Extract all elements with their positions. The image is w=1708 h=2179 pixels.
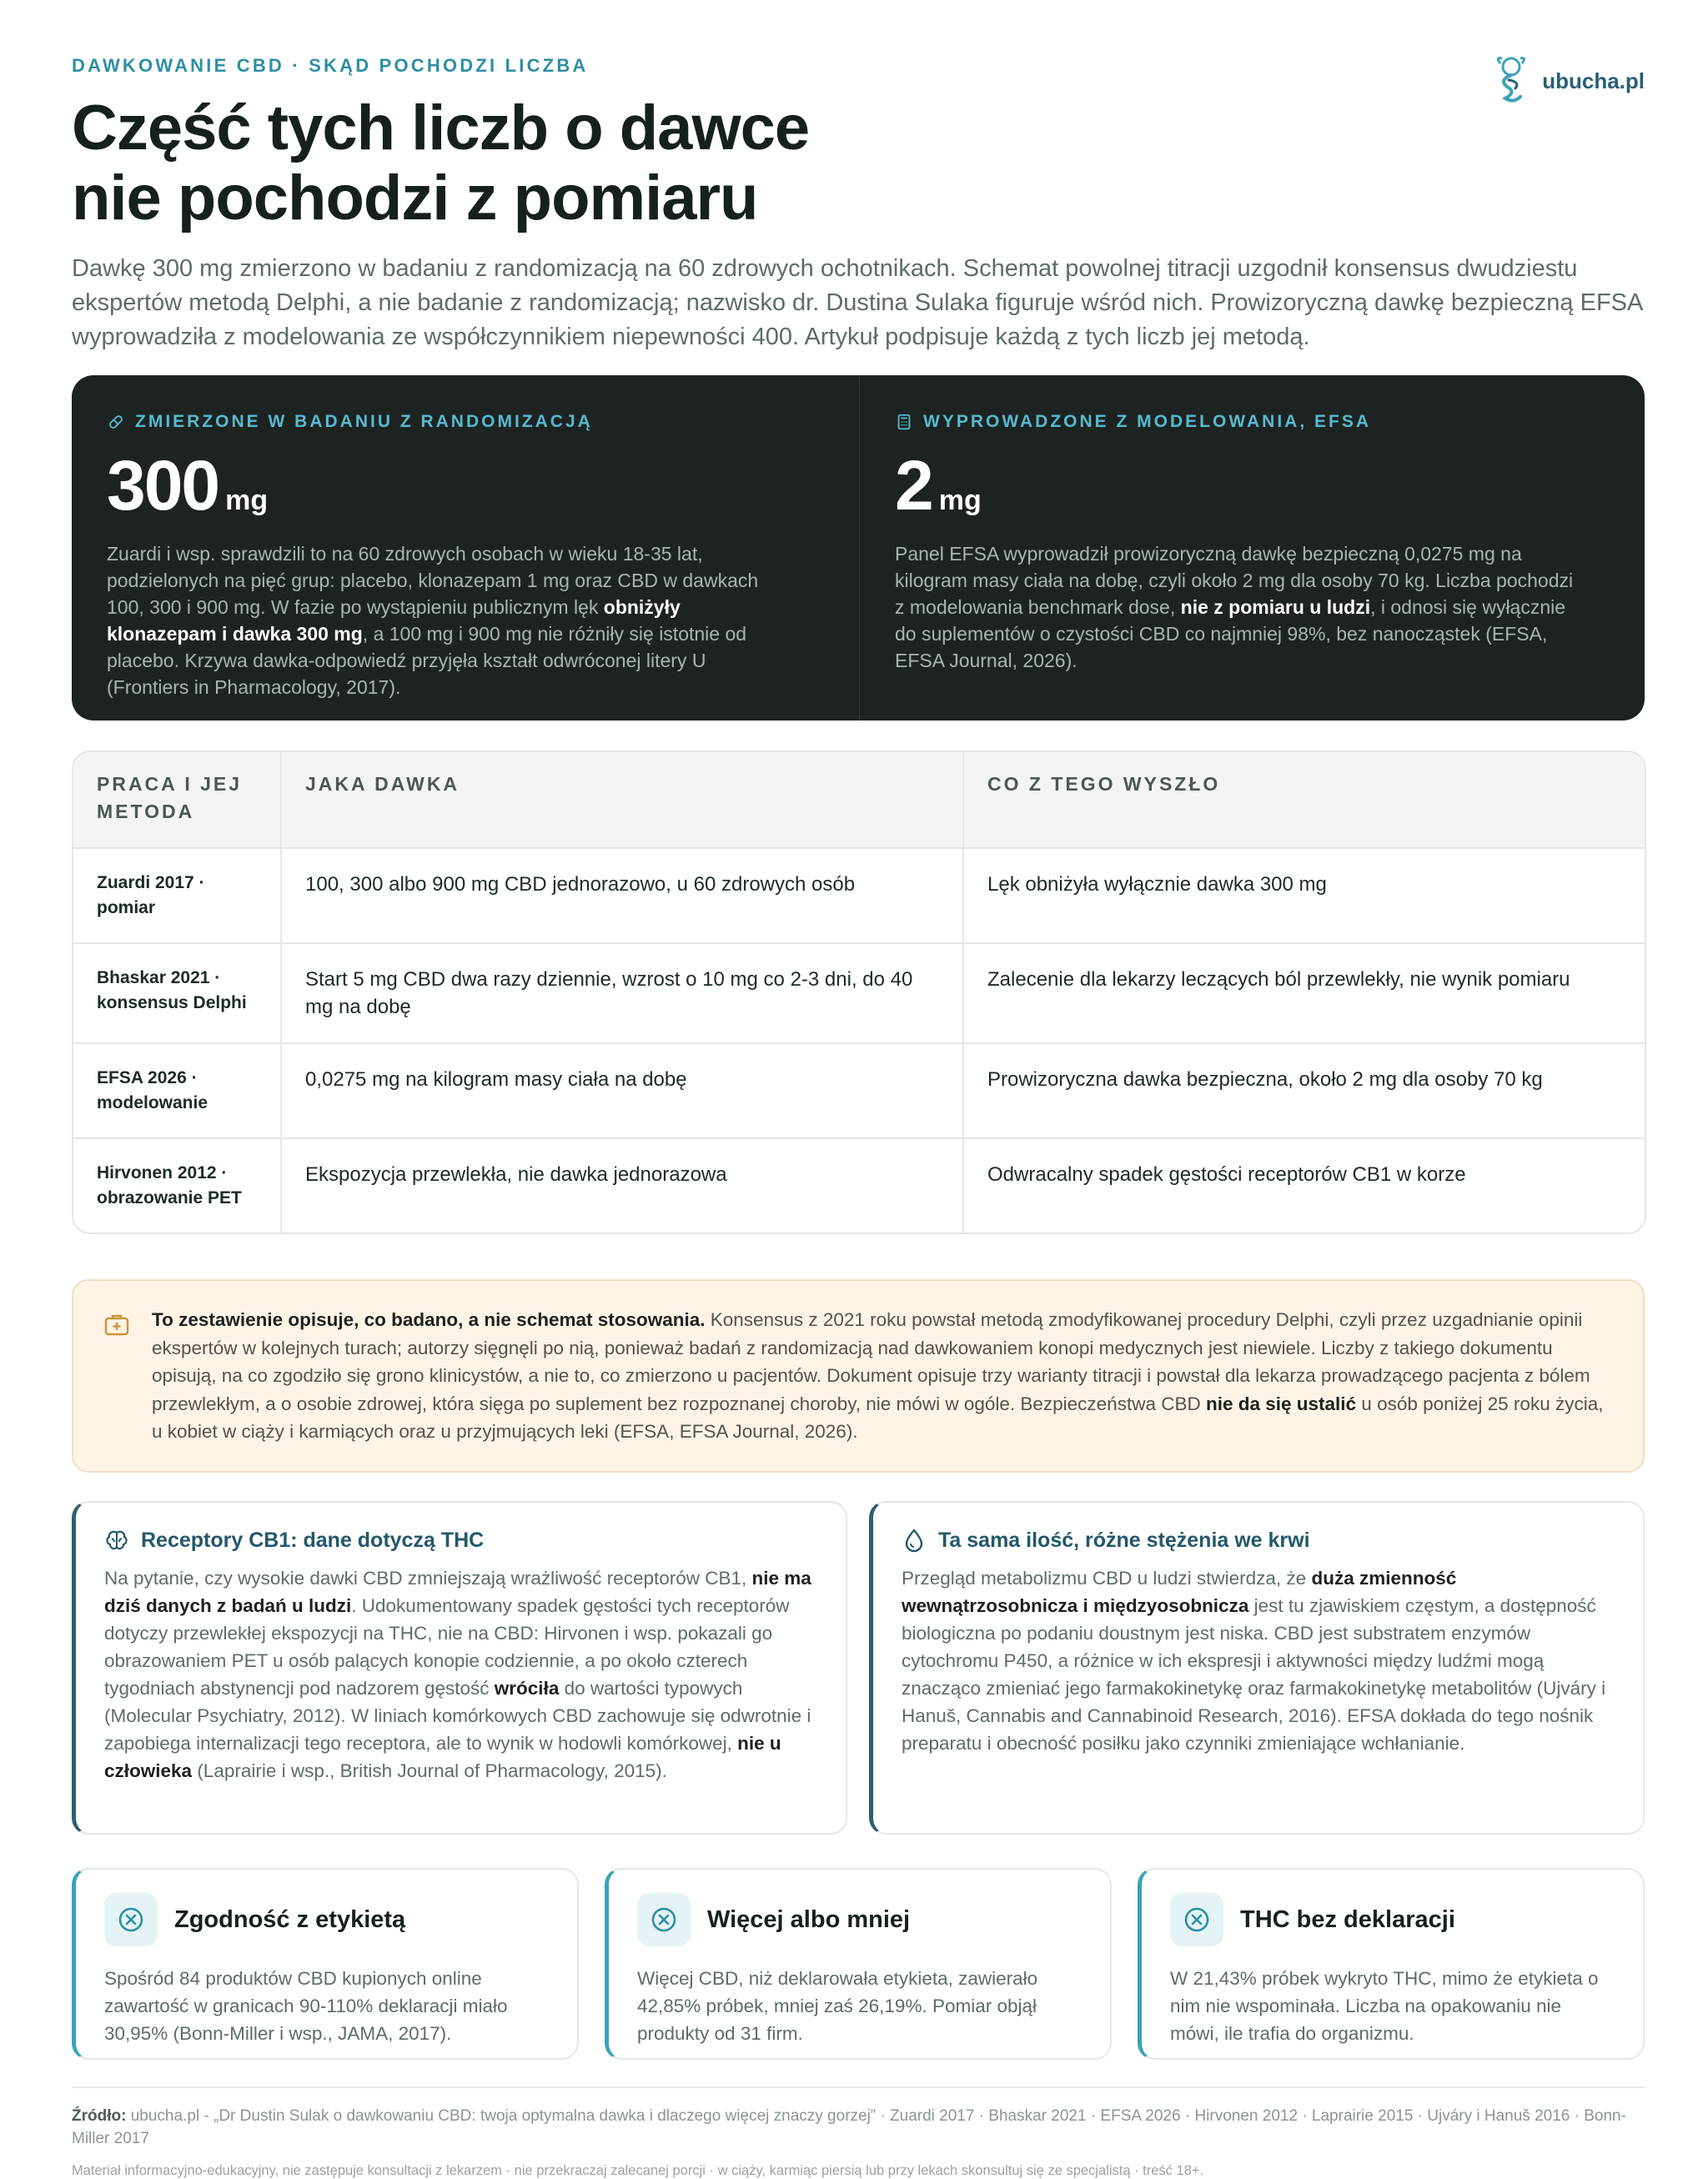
table-cell: Prowizoryczna dawka bezpieczna, około 2 mg dla osoby 70 kg <box>987 1068 1543 1091</box>
table-row <box>73 1137 1645 1233</box>
stat-card <box>72 1868 579 2060</box>
info-card-blood-levels <box>869 1501 1645 1835</box>
table-cell: 0,0275 mg na kilogram masy ciała na dobę <box>282 1044 964 1137</box>
drop-icon <box>902 1528 927 1553</box>
lead-paragraph: Dawkę 300 mg zmierzono w badaniu z randomizacją na 60 zdrowych ochotnikach. Schemat powolnej titracji uzgodnił konsensus dwudziestu ekspertów metodą Delphi, a nie badanie z randomizacją; nazwisko dr. Dustina Sulaka figuruje wśród nich. Prowizoryczną dawkę bezpieczną EFSA wyprowadziła z modelowania ze współczynnikiem niepewności 400. Artykuł podpisuje każdą z tych liczb jej metodą. <box>72 255 1642 350</box>
table-cell: Hirvonen 2012 · obrazowanie PET <box>73 1139 282 1233</box>
first-aid-kit-icon <box>103 1311 130 1338</box>
page <box>72 55 1645 2178</box>
stat-text: W 21,43% próbek wykryto THC, mimo że etykieta o nim nie wspominała. Liczba na opakowaniu nie mówi, ile trafia do organizmu. <box>1170 1968 1599 2044</box>
table-cell: Odwracalny spadek gęstości receptorów CB1 w korze <box>987 1163 1466 1186</box>
calculator-icon <box>895 413 913 431</box>
highlight-value <box>107 445 824 525</box>
footer-disclaimer: Materiał informacyjno-edukacyjny, nie zastępuje konsultacji z lekarzem · nie przekraczaj zalecanej porcji · w ciąży, karmiąc piersią lub przy lekach skonsultuj się ze specjalistą · treść 18+. <box>72 2163 1204 2178</box>
highlight-value <box>895 445 1610 525</box>
brand-name: ubucha.pl <box>1542 68 1645 93</box>
table-header-row <box>73 752 1645 847</box>
note-box <box>72 1279 1645 1473</box>
stat-title: Więcej albo mniej <box>707 1905 911 1933</box>
highlight-label: WYPROWADZONE Z MODELOWANIA, EFSA <box>895 412 1610 432</box>
x-circle-icon <box>117 1905 145 1934</box>
card-title: Receptory CB1: dane dotyczą THC <box>104 1528 817 1553</box>
stat-card <box>605 1868 1112 2060</box>
stat-title: THC bez deklaracji <box>1240 1905 1455 1933</box>
footer <box>72 2086 1645 2179</box>
table-cell: EFSA 2026 · modelowanie <box>73 1044 282 1137</box>
stat-card <box>1138 1868 1645 2060</box>
highlight-unit: mg <box>225 485 269 516</box>
method-table <box>72 751 1646 1234</box>
highlight-modelled <box>860 375 1645 720</box>
pill-icon <box>107 413 125 431</box>
table-cell: Start 5 mg CBD dwa razy dziennie, wzrost o 10 mg co 2-3 dni, do 40 mg na dobę <box>282 944 964 1042</box>
stat-title: Zgodność z etykietą <box>174 1905 406 1933</box>
table-cell: Ekspozycja przewlekła, nie dawka jednorazowa <box>282 1139 964 1233</box>
highlight-text: Zuardi i wsp. sprawdzili to na 60 zdrowych osobach w wieku 18-35 lat, podzielonych na pięć grup: placebo, klonazepam 1 mg oraz CBD w dawkach 100, 300 i 900 mg. W fazie po wystąpieniu publicznym lęk obniżyły klonazepam i dawka 300 mg, a 100 mg i 900 mg nie różniły się istotnie od placebo. Krzywa dawka-odpowiedź przyjęła kształt odwróconej litery U (Frontiers in Pharmacology, 2017). <box>107 543 759 698</box>
footer-source: Źródło: ubucha.pl - „Dr Dustin Sulak o dawkowaniu CBD: twoja optymalna dawka i dlaczego więcej znaczy gorzej” · Zuardi 2017 · Bhaskar 2021 · EFSA 2026 · Hirvonen 2012 · Laprairie 2015 · Ujváry i Hanuš 2016 · Bonn-Miller 2017 <box>72 2107 1626 2147</box>
eyebrow: DAWKOWANIE CBD · SKĄD POCHODZI LICZBA <box>72 55 589 76</box>
card-text: Na pytanie, czy wysokie dawki CBD zmniejszają wrażliwość receptorów CB1, nie ma dziś danych z badań u ludzi. Udokumentowany spadek gęstości tych receptorów dotyczy przewlekłej ekspozycji na THC, nie na CBD: Hirvonen i wsp. pokazali go obrazowaniem PET u osób palących konopie codziennie, a po około czterech tygodniach abstynencji pod nadzorem gęstość wróciła do wartości typowych (Molecular Psychiatry, 2012). W liniach komórkowych CBD zachowuje się odwrotnie i zapobiega internalizacji tego receptora, ale to wynik w hodowli komórkowej, nie u człowieka (Laprairie i wsp., British Journal of Pharmacology, 2015). <box>104 1568 811 1781</box>
table-cell: Zalecenie dla lekarzy leczących ból przewlekły, nie wynik pomiaru <box>987 968 1570 991</box>
column-header: PRACA I JEJ METODA <box>73 752 282 847</box>
title-line-1: Część tych liczb o dawce <box>72 93 810 163</box>
column-header: JAKA DAWKA <box>282 752 964 847</box>
card-text: Przegląd metabolizmu CBD u ludzi stwierdza, że duża zmienność wewnątrzosobnicza i międzyosobnicza jest tu zjawiskiem częstym, a dostępność biologiczna po podaniu doustnym jest niska. CBD jest substratem enzymów cytochromu P450, a różnice w ich ekspresji i aktywności między ludźmi mogą znacząco zmieniać jego farmakokinetykę oraz farmakokinetykę metabolitów (Ujváry i Hanuš, Cannabis and Cannabinoid Research, 2016). EFSA dokłada do tego nośnik preparatu i obecność posiłku jako czynniki zmieniające wchłanianie. <box>902 1568 1606 1754</box>
page-title <box>72 93 1645 233</box>
info-card-receptors <box>72 1501 847 1835</box>
highlight-unit: mg <box>938 485 982 516</box>
table-cell: Zuardi 2017 · pomiar <box>73 849 282 942</box>
highlight-measured <box>72 375 860 720</box>
table-cell: Bhaskar 2021 · konsensus Delphi <box>73 944 282 1042</box>
highlight-number: 300 <box>107 446 219 525</box>
highlight-label: ZMIERZONE W BADANIU Z RANDOMIZACJĄ <box>107 412 824 432</box>
x-circle-icon <box>650 1905 678 1934</box>
table-row <box>73 942 1645 1042</box>
table-row <box>73 847 1645 942</box>
highlight-number: 2 <box>895 446 932 525</box>
brain-icon <box>104 1528 129 1553</box>
x-circle-icon <box>1183 1905 1211 1934</box>
table-cell: 100, 300 albo 900 mg CBD jednorazowo, u 60 zdrowych osób <box>282 849 964 942</box>
brand[interactable] <box>1492 55 1645 107</box>
highlight-panel <box>72 375 1645 720</box>
table-row <box>73 1042 1645 1137</box>
note-text: To zestawienie opisuje, co badano, a nie schemat stosowania. Konsensus z 2021 roku powstał metodą zmodyfikowanej procedury Delphi, czyli przez uzgadnianie opinii ekspertów w kolejnych turach; autorzy sięgnęli po nią, ponieważ badań z randomizacją nad dawkowaniem konopi medycznych jest niewiele. Liczby z takiego dokumentu opisują, na co zgodziło się grono klinicystów, a nie to, co zmierzono u pacjentów. Dokument opisuje trzy warianty titracji i powstał dla lekarza prowadzącego pacjenta z bólem przewlekłym, a o osobie zdrowej, która sięga po suplement bez rozpoznanej choroby, nie mówi w ogóle. Bezpieczeństwa CBD nie da się ustalić u osób poniżej 25 roku życia, u kobiet w ciąży i karmiących oraz u przyjmujących leki (EFSA, EFSA Journal, 2026). <box>152 1309 1604 1442</box>
brand-logo-icon <box>1492 55 1530 107</box>
column-header: CO Z TEGO WYSZŁO <box>987 773 1221 795</box>
table-cell: Lęk obniżyła wyłącznie dawka 300 mg <box>987 873 1327 896</box>
highlight-text: Panel EFSA wyprowadził prowizoryczną dawkę bezpieczną 0,0275 mg na kilogram masy ciała na dobę, czyli około 2 mg dla osoby 70 kg. Liczba pochodzi z modelowania benchmark dose, nie z pomiaru u ludzi, i odnosi się wyłącznie do suplementów o czystości CBD co najmniej 98%, bez nanocząstek (EFSA, EFSA Journal, 2026). <box>895 543 1574 671</box>
title-line-2: nie pochodzi z pomiaru <box>72 163 758 233</box>
stat-text: Spośród 84 produktów CBD kupionych online zawartość w granicach 90-110% deklaracji miało 30,95% (Bonn-Miller i wsp., JAMA, 2017). <box>104 1968 508 2044</box>
stat-text: Więcej CBD, niż deklarowała etykieta, zawierało 42,85% próbek, mniej zaś 26,19%. Pomiar objął produkty od 31 firm. <box>637 1968 1038 2044</box>
card-title: Ta sama ilość, różne stężenia we krwi <box>902 1528 1615 1553</box>
